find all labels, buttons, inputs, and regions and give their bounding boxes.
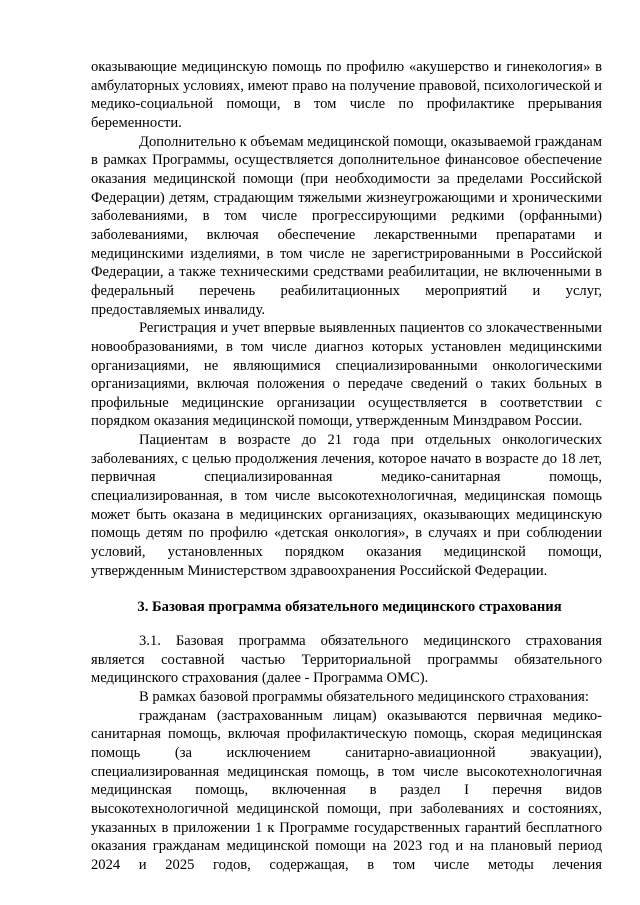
paragraph-insured-citizens: гражданам (застрахованным лицам) оказываются первичная медико-санитарная помощь, включая профилактическую помощь, скорая медицинская помощь (за исключением санитарно-авиационной эвакуации), специализированная медицинская помощь, в том числе высокотехнологичная медицинская помощь, включенная в раздел I перечня видов высокотехнологичной медицинской помощи, при заболеваниях и состояниях, указанных в приложении 1 к Программе государственных гарантий бесплатного оказания гражданам медицинской помощи на 2023 год и на плановый период 2024 и 2025 годов, содержащая, в том числе методы лечения xyxy=(91,707,602,873)
paragraph-pediatric-oncology: Пациентам в возрасте до 21 года при отдельных онкологических заболеваниях, с целью продолжения лечения, которое начато в возрасте до 18 лет, первичная специализированная медико-санитарная помощь, специализированная, в том числе высокотехнологичная, медицинская помощь может быть оказана в медицинских организациях, оказывающих медицинскую помощь детям по профилю «детская онкология», в случаях и при соблюдении условий, установленных порядком оказания медицинской помощи, утвержденным Министерством здравоохранения Российской Федерации. xyxy=(91,432,602,579)
paragraph-obstetrics-continuation: оказывающие медицинскую помощь по профилю «акушерство и гинекология» в амбулаторных условиях, имеют право на получение правовой, психологической и медико-социальной помощи, в том числе по профилактике прерывания беременности. xyxy=(91,59,602,131)
document-page xyxy=(91,58,602,875)
paragraph-oncology-registration: Регистрация и учет впервые выявленных пациентов со злокачественными новообразованиями, в том числе диагноз которых установлен медицинскими организациями, не являющимися специализированными онкологическими организациями, включая положения о передаче сведений о таких больных в профильные медицинские организации осуществляется в соответствии с порядком оказания медицинской помощи, утвержденным Минздравом России. xyxy=(91,320,602,430)
paragraph-basic-program-intro: В рамках базовой программы обязательного медицинского страхования: xyxy=(139,689,589,705)
paragraph-additional-financing: Дополнительно к объемам медицинской помощи, оказываемой гражданам в рамках Программы, осуществляется дополнительное финансовое обеспечение оказания медицинской помощи (при необходимости за пределами Российской Федерации) детям, страдающим тяжелыми жизнеугрожающими и хроническими заболеваниями, в том числе прогрессирующими редкими (орфанными) заболеваниями, включая обеспечение лекарственными препаратами и медицинскими изделиями, в том числе не зарегистрированными в Российской Федерации, а также техническими средствами реабилитации, не включенными в федеральный перечень реабилитационных мероприятий и услуг, предоставляемых инвалиду. xyxy=(91,133,602,318)
paragraph-basic-program-definition: 3.1. Базовая программа обязательного медицинского страхования является составной частью Территориальной программы обязательного медицинского страхования (далее - Программа ОМС). xyxy=(91,633,602,687)
section-heading: 3. Базовая программа обязательного медицинского страхования xyxy=(137,599,562,616)
